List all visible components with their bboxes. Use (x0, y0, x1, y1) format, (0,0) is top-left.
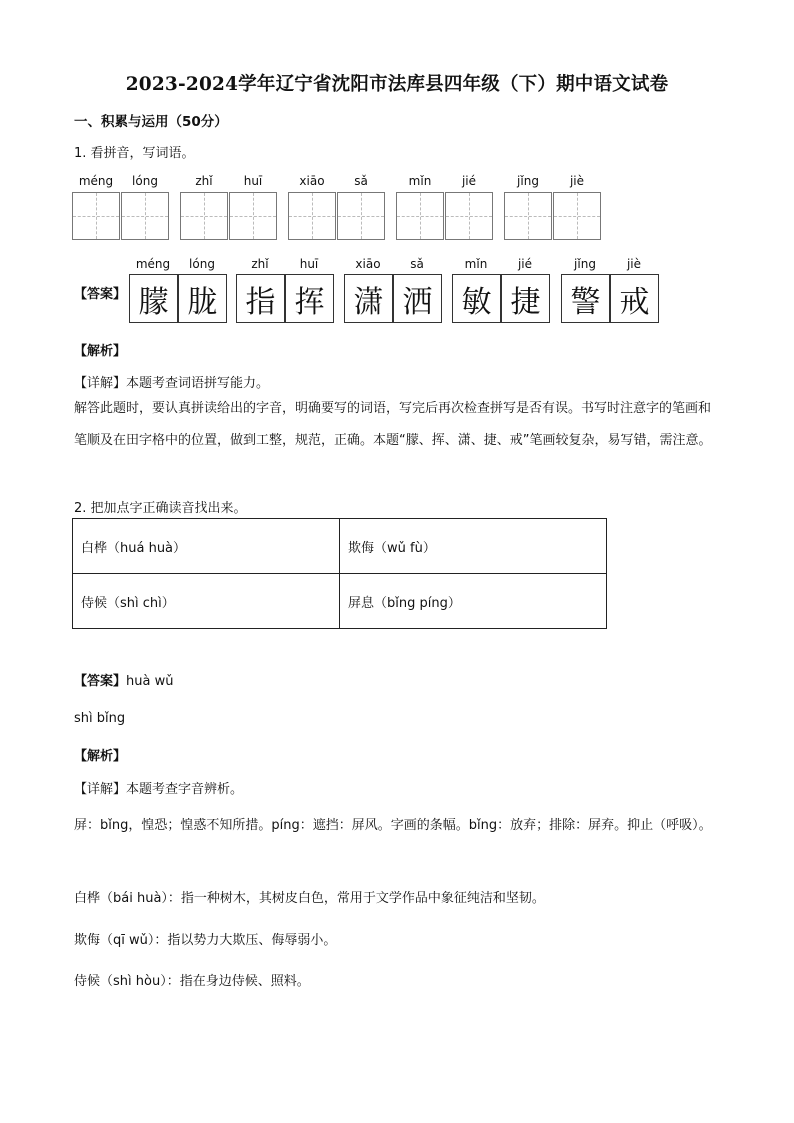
question-2-prompt: 2. 把加点字正确读音找出来。 (74, 501, 247, 516)
pinyin-label: huī (299, 257, 319, 271)
answer-char: 潇 (344, 274, 393, 323)
writing-box (72, 192, 120, 240)
pinyin-label: xiāo (299, 174, 325, 188)
writing-box (553, 192, 601, 240)
pinyin-label: zhǐ (195, 174, 213, 188)
detail-text: 【详解】本题考查词语拼写能力。 (74, 376, 270, 391)
answer-value: huà wǔ (126, 674, 174, 689)
note-line: 侍候（shì hòu）：指在身边侍候、照料。 (74, 974, 310, 989)
pinyin-label: jié (461, 174, 477, 188)
answer-char: 洒 (393, 274, 442, 323)
explanation-text: 屏：bǐng，惶恐；惶惑不知所措。píng：遮挡：屏风。字画的条幅。bǐng：放弃；排除：屏弃。抑止（呼吸）。 (74, 818, 712, 833)
table-row (73, 519, 607, 574)
table-row (73, 574, 607, 629)
writing-box (121, 192, 169, 240)
pinyin-label: méng (135, 257, 171, 271)
table-cell: 欺侮（wǔ fù） (340, 519, 607, 574)
writing-box (445, 192, 493, 240)
pinyin-label: mǐn (464, 257, 488, 271)
writing-box (504, 192, 552, 240)
pinyin-label: jǐng (574, 257, 596, 271)
note-line: 白桦（bái huà）：指一种树木，其树皮白色，常用于文学作品中象征纯洁和坚韧。 (74, 891, 545, 906)
answer-label: 【答案】 (74, 287, 127, 302)
detail-text: 【详解】本题考查字音辨析。 (74, 782, 244, 797)
answer-char: 戒 (610, 274, 659, 323)
question-1-prompt: 1. 看拼音，写词语。 (74, 146, 195, 161)
answer-char: 朦 (129, 274, 178, 323)
answer-char: 敏 (452, 274, 501, 323)
analysis-label: 【解析】 (74, 749, 127, 764)
answer-char: 挥 (285, 274, 334, 323)
note-line: 欺侮（qī wǔ）：指以势力大欺压、侮辱弱小。 (74, 933, 337, 948)
writing-box (396, 192, 444, 240)
page-title: 2023-2024学年辽宁省沈阳市法库县四年级（下）期中语文试卷 (125, 74, 669, 95)
pinyin-label: sǎ (410, 257, 424, 271)
table-cell: 白桦（huá huà） (73, 519, 340, 574)
answer-char: 指 (236, 274, 285, 323)
writing-box (288, 192, 336, 240)
answer-value-line2: shì bǐng (74, 711, 126, 726)
answer-char: 胧 (178, 274, 227, 323)
writing-box (337, 192, 385, 240)
answer-char: 警 (561, 274, 610, 323)
pinyin-label: mǐn (408, 174, 432, 188)
pinyin-label: xiāo (355, 257, 381, 271)
table-cell: 屏息（bǐng píng） (340, 574, 607, 629)
section-heading: 一、积累与运用（50分） (74, 114, 228, 130)
explanation-text: 解答此题时，要认真拼读给出的字音，明确要写的词语，写完后再次检查拼写是否有误。书写时注意字的笔画和笔顺及在田字格中的位置，做到工整，规范，正确。本题“朦、挥、潇、捷、戒”笔画较复杂，易写错，需注意。 (74, 401, 712, 448)
answer-char: 捷 (501, 274, 550, 323)
pronunciation-table (72, 518, 607, 629)
writing-box (180, 192, 228, 240)
pinyin-label: jǐng (517, 174, 539, 188)
pinyin-label: huī (243, 174, 263, 188)
pinyin-label: lóng (189, 257, 215, 271)
pinyin-label: jiè (569, 174, 585, 188)
pinyin-label: zhǐ (251, 257, 269, 271)
pinyin-label: méng (78, 174, 114, 188)
answer-label: 【答案】 (74, 674, 127, 689)
pinyin-label: sǎ (354, 174, 368, 188)
writing-box (229, 192, 277, 240)
table-cell: 侍候（shì chì） (73, 574, 340, 629)
pinyin-label: jié (517, 257, 533, 271)
pinyin-label: lóng (132, 174, 158, 188)
answer-2 (74, 670, 173, 689)
pinyin-label: jiè (626, 257, 642, 271)
analysis-label: 【解析】 (74, 344, 127, 359)
